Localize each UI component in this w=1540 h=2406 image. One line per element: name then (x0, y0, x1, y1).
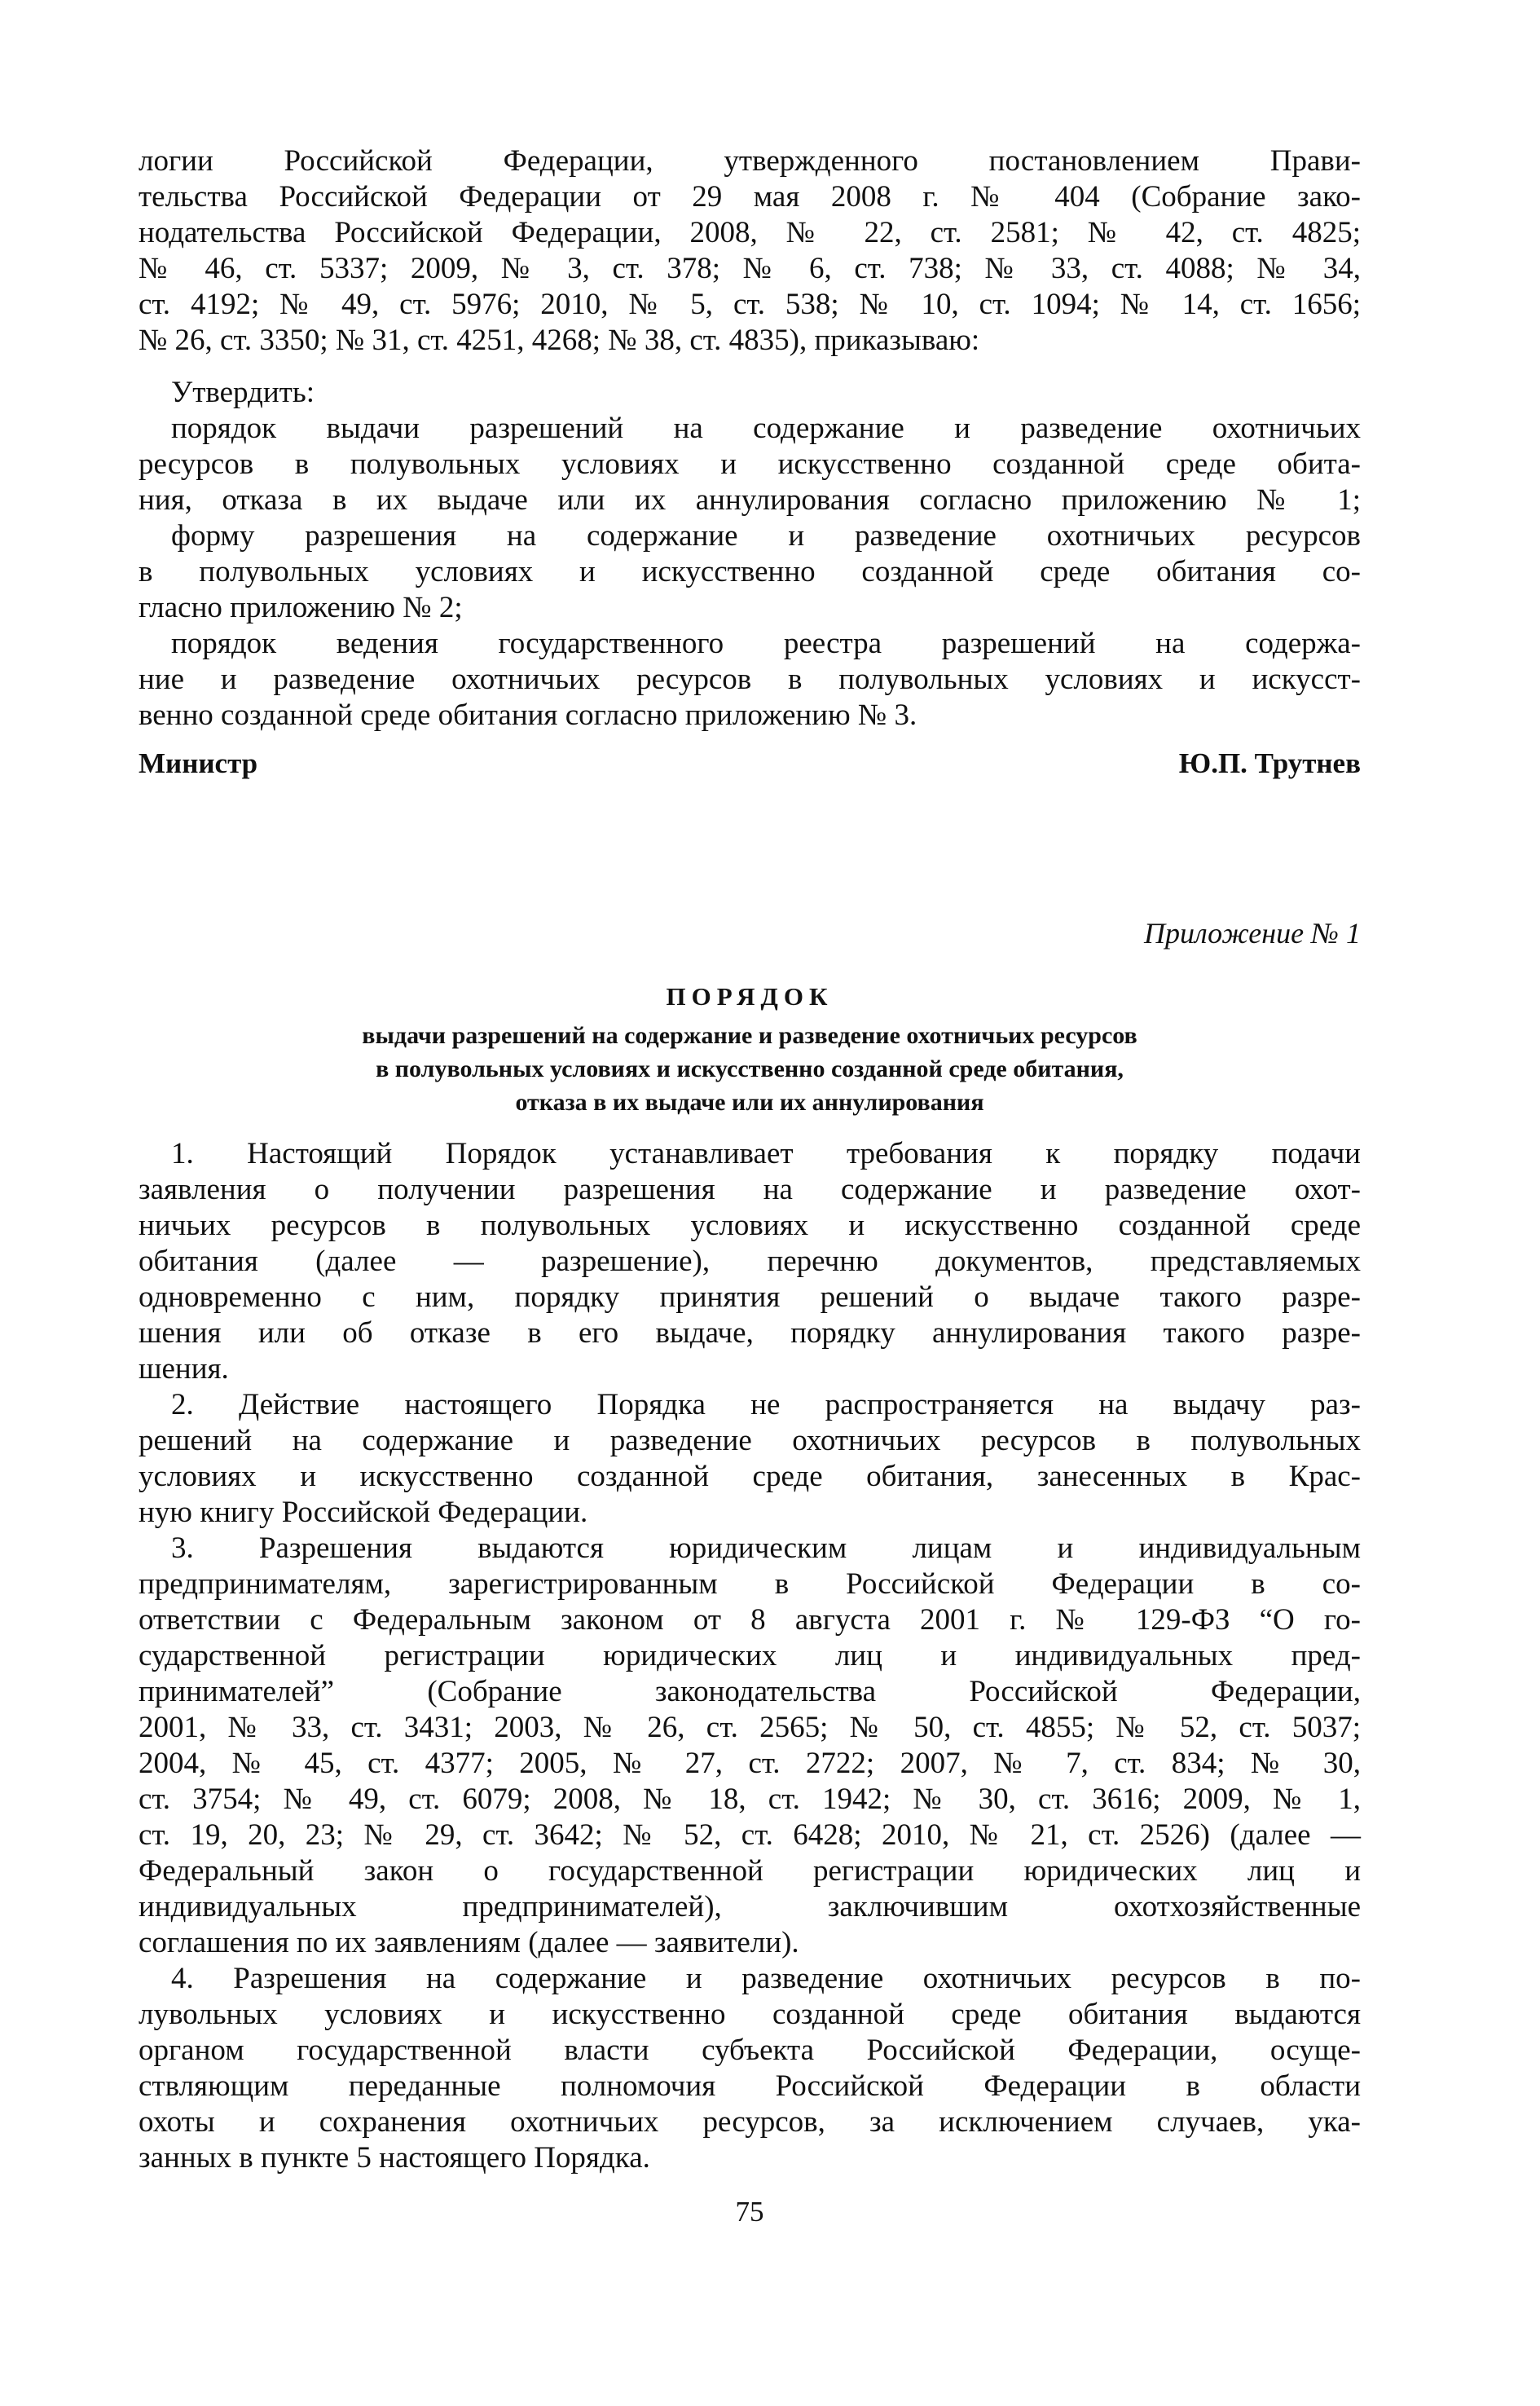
text-line: одновременно с ним, порядку принятия решений о выдаче такого разре- (139, 1280, 1361, 1314)
paragraph (139, 1136, 1361, 1387)
order-section (139, 375, 1361, 734)
text-line: тельства Российской Федерации от 29 мая 2008 г. № 404 (Собрание зако- (139, 180, 1361, 214)
text-line: венно созданной среде обитания согласно приложению № 3. (139, 698, 917, 732)
paragraph (139, 411, 1361, 518)
subtitle-line: в полувольных условиях и искусственно созданной среде обитания, (376, 1055, 1124, 1082)
intro-paragraph (139, 143, 1361, 359)
text-line: Федеральный закон о государственной регистрации юридических лиц и (139, 1854, 1361, 1888)
text-line: ст. 4192; № 49, ст. 5976; 2010, № 5, ст. 538; № 10, ст. 1094; № 14, ст. 1656; (139, 288, 1361, 321)
page-number: 75 (735, 2196, 764, 2228)
text-line: Утвердить: (171, 376, 315, 409)
text-line: заявления о получении разрешения на содержание и разведение охот- (139, 1173, 1361, 1206)
text-line: обитания (далее — разрешение), перечню документов, представляемых (139, 1245, 1361, 1278)
text-line: гласно приложению № 2; (139, 591, 463, 624)
text-line: 3. Разрешения выдаются юридическим лицам и индивидуальным (171, 1531, 1361, 1565)
text-line: порядок ведения государственного реестра разрешений на содержа- (171, 627, 1361, 660)
subtitle-line: отказа в их выдаче или их аннулирования (515, 1089, 984, 1116)
text-line: занных в пункте 5 настоящего Порядка. (139, 2141, 650, 2175)
text-line: ничьих ресурсов в полувольных условиях и искусственно созданной среде (139, 1209, 1361, 1242)
text-line: ствляющим переданные полномочия Российской Федерации в области (139, 2069, 1361, 2103)
text-line: индивидуальных предпринимателей), заключившим охотхозяйственные (139, 1890, 1361, 1923)
text-line: охоты и сохранения охотничьих ресурсов, за исключением случаев, ука- (139, 2105, 1361, 2139)
appendix-label: Приложение № 1 (1143, 917, 1361, 950)
signature-block (139, 746, 1361, 782)
text-line: ния, отказа в их выдаче или их аннулирования согласно приложению № 1; (139, 483, 1361, 517)
text-line: форму разрешения на содержание и разведение охотничьих ресурсов (171, 519, 1361, 553)
text-line: органом государственной власти субъекта Российской Федерации, осуще- (139, 2034, 1361, 2067)
text-line: решений на содержание и разведение охотничьих ресурсов в полувольных (139, 1424, 1361, 1457)
text-line: ответствии с Федеральным законом от 8 августа 2001 г. № 129-ФЗ “О го- (139, 1603, 1361, 1637)
text-line: 2001, № 33, ст. 3431; 2003, № 26, ст. 2565; № 50, ст. 4855; № 52, ст. 5037; (139, 1711, 1361, 1744)
text-line: принимателей” (Собрание законодательства Российской Федерации, (139, 1675, 1361, 1708)
text-line: ресурсов в полувольных условиях и искусственно созданной среде обита- (139, 447, 1361, 481)
text-line: предпринимателям, зарегистрированным в Российской Федерации в со- (139, 1567, 1361, 1601)
subtitle-line: выдачи разрешений на содержание и разведение охотничьих ресурсов (362, 1022, 1137, 1049)
signature-position: Министр (139, 747, 258, 779)
signature-name: Ю.П. Трутнев (1178, 747, 1361, 779)
text-line: в полувольных условиях и искусственно созданной среде обитания со- (139, 555, 1361, 588)
text-line: ние и разведение охотничьих ресурсов в полувольных условиях и искусст- (139, 663, 1361, 696)
paragraph (139, 518, 1361, 626)
text-line: логии Российской Федерации, утвержденного постановлением Прави- (139, 144, 1361, 178)
text-line: сударственной регистрации юридических лиц и индивидуальных пред- (139, 1639, 1361, 1672)
text-line: 4. Разрешения на содержание и разведение охотничьих ресурсов в по- (171, 1962, 1361, 1995)
text-line: 2004, № 45, ст. 4377; 2005, № 27, ст. 2722; 2007, № 7, ст. 834; № 30, (139, 1747, 1361, 1780)
paragraph (139, 626, 1361, 734)
text-line: порядок выдачи разрешений на содержание и разведение охотничьих (171, 412, 1361, 445)
paragraph (139, 375, 1361, 411)
text-line: условиях и искусственно созданной среде обитания, занесенных в Крас- (139, 1460, 1361, 1493)
text-line: ную книгу Российской Федерации. (139, 1496, 588, 1529)
document-title: ПОРЯДОК (666, 982, 834, 1011)
procedure-body (139, 1136, 1361, 2176)
paragraph (139, 1531, 1361, 1961)
text-line: шения. (139, 1352, 229, 1386)
text-line: № 26, ст. 3350; № 31, ст. 4251, 4268; № 38, ст. 4835), приказываю: (139, 324, 980, 357)
document-subtitle (139, 1019, 1361, 1119)
paragraph (139, 143, 1361, 359)
text-line: нодательства Российской Федерации, 2008, № 22, ст. 2581; № 42, ст. 4825; (139, 216, 1361, 249)
text-line: № 46, ст. 5337; 2009, № 3, ст. 378; № 6, ст. 738; № 33, ст. 4088; № 34, (139, 252, 1361, 285)
text-line: ст. 19, 20, 23; № 29, ст. 3642; № 52, ст. 6428; 2010, № 21, ст. 2526) (далее — (139, 1818, 1361, 1852)
text-line: шения или об отказе в его выдаче, порядку аннулирования такого разре- (139, 1316, 1361, 1350)
text-line: ст. 3754; № 49, ст. 6079; 2008, № 18, ст. 1942; № 30, ст. 3616; 2009, № 1, (139, 1782, 1361, 1816)
text-line: лувольных условиях и искусственно созданной среде обитания выдаются (139, 1998, 1361, 2031)
text-line: 1. Настоящий Порядок устанавливает требования к порядку подачи (171, 1137, 1361, 1170)
paragraph (139, 1387, 1361, 1531)
text-line: соглашения по их заявлениям (далее — заявители). (139, 1926, 799, 1959)
text-line: 2. Действие настоящего Порядка не распространяется на выдачу раз- (171, 1388, 1361, 1421)
paragraph (139, 1961, 1361, 2176)
